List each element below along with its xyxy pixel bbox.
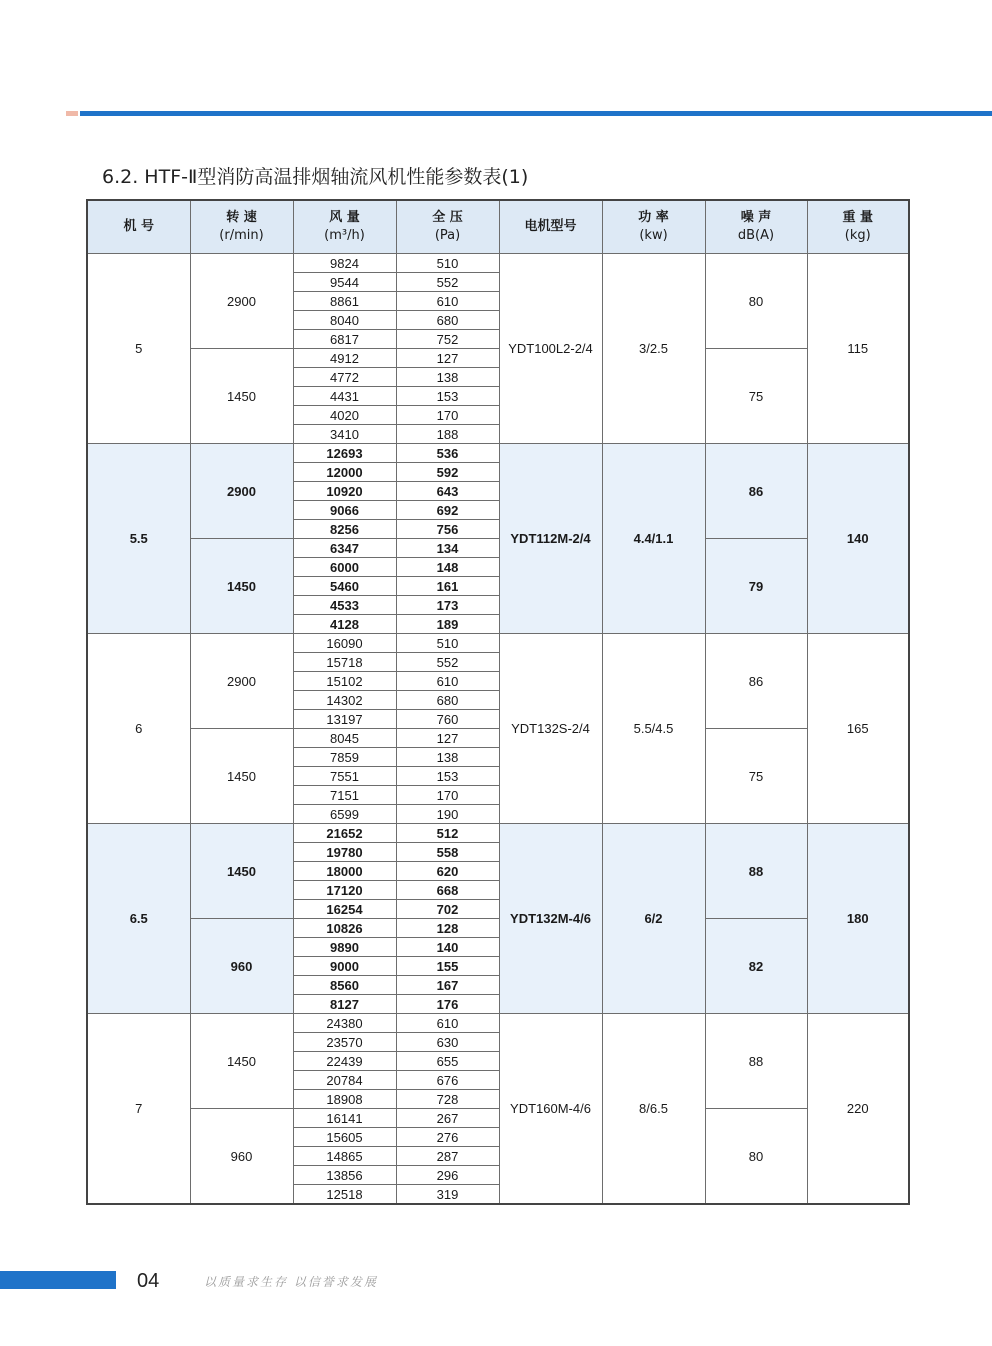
col-flow-header: 风 量 (m³/h)	[293, 200, 396, 254]
pressure-cell: 188	[396, 425, 499, 444]
pressure-cell: 287	[396, 1147, 499, 1166]
weight-cell: 220	[807, 1014, 909, 1205]
flow-cell: 9824	[293, 254, 396, 273]
flow-cell: 9890	[293, 938, 396, 957]
page-title: 6.2. HTF-Ⅱ型消防高温排烟轴流风机性能参数表(1)	[102, 166, 529, 188]
flow-cell: 15605	[293, 1128, 396, 1147]
flow-cell: 19780	[293, 843, 396, 862]
table-row	[87, 349, 909, 368]
flow-cell: 12518	[293, 1185, 396, 1205]
model-group	[87, 824, 909, 1014]
speed-cell: 1450	[190, 824, 293, 919]
pressure-cell: 692	[396, 501, 499, 520]
table-row	[87, 1109, 909, 1128]
flow-cell: 18000	[293, 862, 396, 881]
pressure-cell: 643	[396, 482, 499, 501]
pressure-cell: 620	[396, 862, 499, 881]
header-accent-mark	[66, 111, 78, 116]
col-power-header: 功 率 (kw)	[602, 200, 705, 254]
motor-model-cell: YDT132S-2/4	[499, 634, 602, 824]
pressure-cell: 655	[396, 1052, 499, 1071]
pressure-cell: 176	[396, 995, 499, 1014]
pressure-cell: 190	[396, 805, 499, 824]
noise-cell: 80	[705, 1109, 807, 1205]
speed-cell: 1450	[190, 1014, 293, 1109]
pressure-cell: 552	[396, 273, 499, 292]
pressure-cell: 760	[396, 710, 499, 729]
noise-cell: 86	[705, 444, 807, 539]
pressure-cell: 512	[396, 824, 499, 843]
flow-cell: 7151	[293, 786, 396, 805]
col-weight-header: 重 量 (kg)	[807, 200, 909, 254]
flow-cell: 8127	[293, 995, 396, 1014]
pressure-cell: 134	[396, 539, 499, 558]
weight-cell: 140	[807, 444, 909, 634]
flow-cell: 21652	[293, 824, 396, 843]
flow-cell: 4533	[293, 596, 396, 615]
pressure-cell: 610	[396, 292, 499, 311]
table-row	[87, 1014, 909, 1033]
motor-model-cell: YDT100L2-2/4	[499, 254, 602, 444]
pressure-cell: 702	[396, 900, 499, 919]
flow-cell: 16090	[293, 634, 396, 653]
pressure-cell: 680	[396, 691, 499, 710]
pressure-cell: 127	[396, 729, 499, 748]
table-row	[87, 729, 909, 748]
flow-cell: 13856	[293, 1166, 396, 1185]
pressure-cell: 676	[396, 1071, 499, 1090]
motor-model-cell: YDT112M-2/4	[499, 444, 602, 634]
pressure-cell: 267	[396, 1109, 499, 1128]
model-group	[87, 254, 909, 444]
flow-cell: 20784	[293, 1071, 396, 1090]
flow-cell: 8256	[293, 520, 396, 539]
pressure-cell: 140	[396, 938, 499, 957]
weight-cell: 180	[807, 824, 909, 1014]
flow-cell: 10920	[293, 482, 396, 501]
flow-cell: 6599	[293, 805, 396, 824]
pressure-cell: 756	[396, 520, 499, 539]
flow-cell: 6347	[293, 539, 396, 558]
flow-cell: 12693	[293, 444, 396, 463]
col-speed-header: 转 速 (r/min)	[190, 200, 293, 254]
flow-cell: 7859	[293, 748, 396, 767]
flow-cell: 17120	[293, 881, 396, 900]
flow-cell: 9544	[293, 273, 396, 292]
pressure-cell: 170	[396, 406, 499, 425]
weight-cell: 115	[807, 254, 909, 444]
pressure-cell: 189	[396, 615, 499, 634]
table-row	[87, 824, 909, 843]
pressure-cell: 592	[396, 463, 499, 482]
pressure-cell: 610	[396, 1014, 499, 1033]
flow-cell: 9000	[293, 957, 396, 976]
pressure-cell: 138	[396, 748, 499, 767]
table-row	[87, 634, 909, 653]
pressure-cell: 173	[396, 596, 499, 615]
motor-model-cell: YDT132M-4/6	[499, 824, 602, 1014]
pressure-cell: 153	[396, 767, 499, 786]
speed-cell: 2900	[190, 254, 293, 349]
pressure-cell: 510	[396, 254, 499, 273]
flow-cell: 13197	[293, 710, 396, 729]
power-cell: 4.4/1.1	[602, 444, 705, 634]
flow-cell: 14865	[293, 1147, 396, 1166]
model-group	[87, 444, 909, 634]
table-row	[87, 919, 909, 938]
pressure-cell: 668	[396, 881, 499, 900]
pressure-cell: 680	[396, 311, 499, 330]
flow-cell: 8040	[293, 311, 396, 330]
power-cell: 8/6.5	[602, 1014, 705, 1205]
speed-cell: 960	[190, 1109, 293, 1205]
flow-cell: 4912	[293, 349, 396, 368]
col-pressure-header: 全 压 (Pa)	[396, 200, 499, 254]
noise-cell: 75	[705, 729, 807, 824]
noise-cell: 88	[705, 1014, 807, 1109]
pressure-cell: 510	[396, 634, 499, 653]
motor-model-cell: YDT160M-4/6	[499, 1014, 602, 1205]
pressure-cell: 127	[396, 349, 499, 368]
flow-cell: 15718	[293, 653, 396, 672]
pressure-cell: 536	[396, 444, 499, 463]
header-rule	[80, 111, 992, 116]
flow-cell: 16141	[293, 1109, 396, 1128]
power-cell: 5.5/4.5	[602, 634, 705, 824]
pressure-cell: 161	[396, 577, 499, 596]
flow-cell: 16254	[293, 900, 396, 919]
flow-cell: 14302	[293, 691, 396, 710]
footer-bar	[0, 1271, 116, 1289]
noise-cell: 79	[705, 539, 807, 634]
pressure-cell: 167	[396, 976, 499, 995]
flow-cell: 22439	[293, 1052, 396, 1071]
pressure-cell: 296	[396, 1166, 499, 1185]
flow-cell: 7551	[293, 767, 396, 786]
flow-cell: 8861	[293, 292, 396, 311]
pressure-cell: 610	[396, 672, 499, 691]
pressure-cell: 128	[396, 919, 499, 938]
flow-cell: 5460	[293, 577, 396, 596]
performance-table	[86, 199, 910, 1205]
col-machine-header: 机 号	[87, 200, 190, 254]
flow-cell: 23570	[293, 1033, 396, 1052]
speed-cell: 1450	[190, 539, 293, 634]
speed-cell: 2900	[190, 444, 293, 539]
machine-number-cell: 5.5	[87, 444, 190, 634]
model-group	[87, 1014, 909, 1205]
flow-cell: 24380	[293, 1014, 396, 1033]
flow-cell: 4772	[293, 368, 396, 387]
page-number: 04	[137, 1270, 160, 1292]
pressure-cell: 552	[396, 653, 499, 672]
table-header-row	[87, 200, 909, 254]
col-motor-header: 电机型号	[499, 200, 602, 254]
flow-cell: 4128	[293, 615, 396, 634]
pressure-cell: 558	[396, 843, 499, 862]
machine-number-cell: 5	[87, 254, 190, 444]
machine-number-cell: 7	[87, 1014, 190, 1205]
machine-number-cell: 6.5	[87, 824, 190, 1014]
flow-cell: 15102	[293, 672, 396, 691]
flow-cell: 6817	[293, 330, 396, 349]
pressure-cell: 319	[396, 1185, 499, 1205]
pressure-cell: 138	[396, 368, 499, 387]
model-group	[87, 634, 909, 824]
flow-cell: 4431	[293, 387, 396, 406]
power-cell: 3/2.5	[602, 254, 705, 444]
noise-cell: 88	[705, 824, 807, 919]
pressure-cell: 276	[396, 1128, 499, 1147]
noise-cell: 86	[705, 634, 807, 729]
flow-cell: 8560	[293, 976, 396, 995]
pressure-cell: 153	[396, 387, 499, 406]
flow-cell: 10826	[293, 919, 396, 938]
table-row	[87, 444, 909, 463]
footer-slogan: 以质量求生存 以信誉求发展	[204, 1275, 378, 1289]
table-row	[87, 254, 909, 273]
pressure-cell: 148	[396, 558, 499, 577]
speed-cell: 1450	[190, 349, 293, 444]
pressure-cell: 752	[396, 330, 499, 349]
flow-cell: 18908	[293, 1090, 396, 1109]
flow-cell: 9066	[293, 501, 396, 520]
table-row	[87, 539, 909, 558]
noise-cell: 80	[705, 254, 807, 349]
noise-cell: 82	[705, 919, 807, 1014]
speed-cell: 2900	[190, 634, 293, 729]
flow-cell: 4020	[293, 406, 396, 425]
power-cell: 6/2	[602, 824, 705, 1014]
flow-cell: 6000	[293, 558, 396, 577]
flow-cell: 8045	[293, 729, 396, 748]
weight-cell: 165	[807, 634, 909, 824]
flow-cell: 3410	[293, 425, 396, 444]
pressure-cell: 170	[396, 786, 499, 805]
noise-cell: 75	[705, 349, 807, 444]
machine-number-cell: 6	[87, 634, 190, 824]
col-noise-header: 噪 声 dB(A)	[705, 200, 807, 254]
flow-cell: 12000	[293, 463, 396, 482]
speed-cell: 960	[190, 919, 293, 1014]
pressure-cell: 728	[396, 1090, 499, 1109]
pressure-cell: 155	[396, 957, 499, 976]
pressure-cell: 630	[396, 1033, 499, 1052]
speed-cell: 1450	[190, 729, 293, 824]
